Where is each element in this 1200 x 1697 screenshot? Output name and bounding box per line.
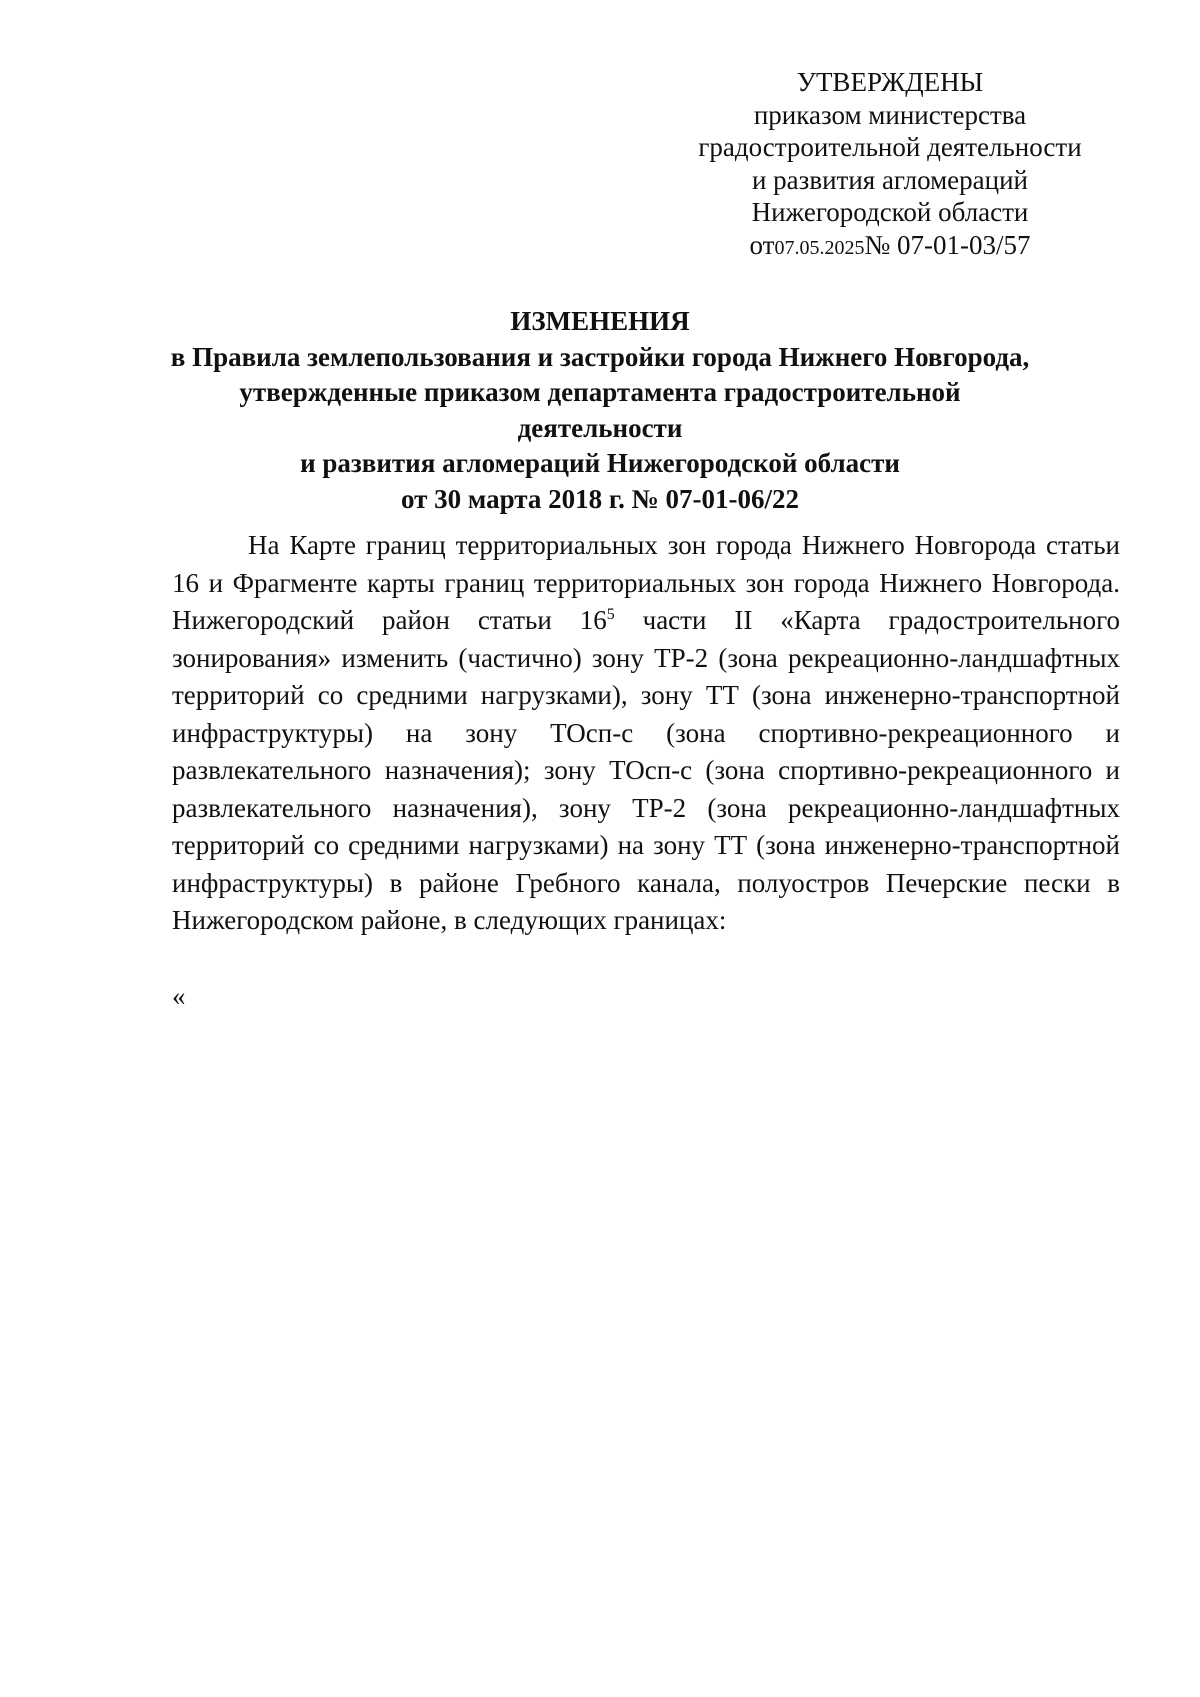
document-title — [160, 304, 1040, 517]
approval-line-region: Нижегородской области — [751, 197, 1029, 227]
approval-line-approved: УТВЕРЖДЕНЫ — [796, 67, 984, 97]
title-line-3: и развития агломераций Нижегородской области — [300, 448, 900, 478]
body-text-part-1: На Карте границ территориальных зон города Нижнего Новгорода статьи 16 и Фрагменте карты границ территориальных зон города Нижнего Новгорода. Нижегородский район статьи 16 — [172, 530, 1120, 635]
document-body — [172, 527, 1120, 940]
body-paragraph — [172, 527, 1120, 940]
opening-quote-mark: « — [172, 981, 186, 1011]
title-line-4: от 30 марта 2018 г. № 07-01-06/22 — [401, 483, 799, 514]
body-text-part-2: части II «Карта градостроительного зонирования» изменить (частично) зону ТР-2 (зона рекреационно-ландшафтных территорий со средними нагрузками), зону ТТ (зона инженерно-транспортной инфраструктуры) на зону ТОсп-с (зона спортивно-рекреационного и развлекательного назначения); зону ТОсп-с (зона спортивно-рекреационного и развлекательного назначения), зону ТР-2 (зона рекреационно-ландшафтных территорий со средними нагрузками) на зону ТТ (зона инженерно-транспортной инфраструктуры) в районе Гребного канала, полуостров Печерские пески в Нижегородском районе, в следующих границах: — [172, 605, 1121, 935]
approval-order-number: № 07-01-03/57 — [864, 229, 1031, 260]
approval-order-line — [660, 229, 1120, 265]
approval-line-agglomeration: и развития агломераций — [751, 164, 1028, 195]
title-line-1: в Правила землепользования и застройки города Нижнего Новгорода, — [170, 341, 1030, 372]
approval-order-date: 07.05.2025 — [774, 236, 865, 259]
approval-stamp — [660, 66, 1120, 264]
approval-order-prefix: от — [749, 229, 775, 260]
approval-line-order-of: приказом министерства — [753, 99, 1027, 130]
approval-line-department: градостроительной деятельности — [698, 132, 1082, 162]
article-superscript: 5 — [606, 606, 615, 623]
title-heading: ИЗМЕНЕНИЯ — [510, 306, 690, 336]
title-line-2: утвержденные приказом департамента градостроительной деятельности — [239, 377, 961, 443]
